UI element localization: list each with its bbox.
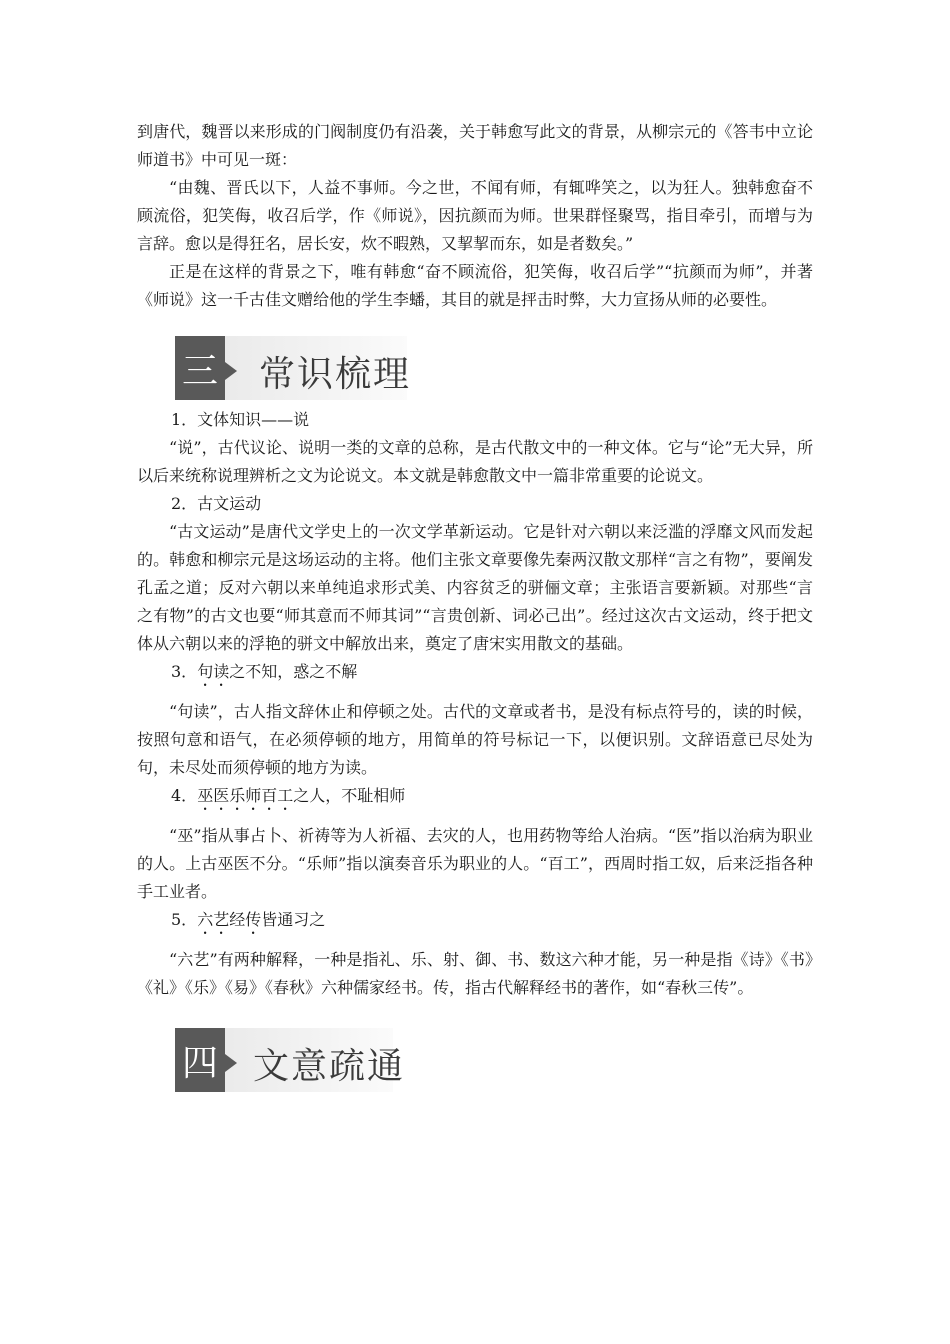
- heading-text: 经: [229, 910, 246, 929]
- section-header-3: [175, 336, 813, 400]
- arrow-notch-icon: [225, 362, 237, 380]
- section-number-box: 三: [175, 336, 225, 400]
- heading-number: 5．: [171, 910, 198, 929]
- heading-number: 4．: [171, 786, 198, 805]
- emphasized-term: 六艺: [197, 910, 230, 929]
- emphasized-term: 传: [245, 910, 262, 929]
- item-body-1: “说”，古代议论、说明一类的文章的总称，是古代散文中的一种文体。它与“论”无大异，所以后来统称说理辨析之文为论说文。本文就是韩愈散文中一篇非常重要的论说文。: [137, 438, 813, 485]
- background-paragraph: 正是在这样的背景之下，唯有韩愈“奋不顾流俗，犯笑侮，收召后学”“抗颜而为师”，并著《师说》这一千古佳文赠给他的学生李蟠，其目的就是抨击时弊，大力宣扬从师的必要性。: [137, 262, 813, 309]
- page-content: [137, 118, 813, 1098]
- intro-paragraph: 到唐代，魏晋以来形成的门阀制度仍有沿袭，关于韩愈写此文的背景，从柳宗元的《答韦中立论师道书》中可见一斑：: [137, 122, 813, 169]
- item-heading-4: [137, 782, 813, 814]
- heading-text: 之人，不耻相师: [293, 786, 406, 805]
- item-heading-2: 2．古文运动: [171, 494, 262, 513]
- item-body-3: “句读”，古人指文辞休止和停顿之处。古代的文章或者书，是没有标点符号的，读的时候，按照句意和语气，在必须停顿的地方，用简单的符号标记一下，以便识别。文辞语意已尽处为句，未尽处而须停顿的地方为读。: [137, 702, 813, 777]
- item-heading-5: [137, 906, 813, 938]
- item-body-2: “古文运动”是唐代文学史上的一次文学革新运动。它是针对六朝以来泛滥的浮靡文风而发起的。韩愈和柳宗元是这场运动的主将。他们主张文章要像先秦两汉散文那样“言之有物”，要阐发孔孟之道；反对六朝以来单纯追求形式美、内容贫乏的骈俪文章；主张语言要新颖。对那些“言之有物”的古文也要“师其意而不师其词”“言贵创新、词必己出”。经过这次古文运动，终于把文体从六朝以来的浮艳的骈文中解放出来，奠定了唐宋实用散文的基础。: [137, 522, 813, 653]
- quote-paragraph: “由魏、晋氏以下，人益不事师。今之世，不闻有师，有辄哗笑之，以为狂人。独韩愈奋不顾流俗，犯笑侮，收召后学，作《师说》，因抗颜而为师。世果群怪聚骂，指目牵引，而增与为言辞。愈以是得狂名，居长安，炊不暇熟，又挈挈而东，如是者数矣。”: [137, 178, 813, 253]
- section-number-box: 四: [175, 1028, 225, 1092]
- item-heading-3: [137, 658, 813, 690]
- section-title: 文意疏通: [253, 1046, 406, 1087]
- arrow-notch-icon: [225, 1054, 237, 1072]
- emphasized-term: 巫医乐师百工: [197, 786, 294, 805]
- item-body-4: “巫”指从事占卜、祈祷等为人祈福、去灾的人，也用药物等给人治病。“医”指以治病为职业的人。上古巫医不分。“乐师”指以演奏音乐为职业的人。“百工”，西周时指工奴，后来泛指各种手工业者。: [137, 826, 813, 901]
- heading-text: 之不知，惑之不解: [229, 662, 358, 681]
- heading-text: 皆通习之: [261, 910, 326, 929]
- section-title: 常识梳理: [259, 354, 412, 395]
- emphasized-term: 句读: [197, 662, 230, 681]
- item-body-5: “六艺”有两种解释，一种是指礼、乐、射、御、书、数这六种才能，另一种是指《诗》《书》《礼》《乐》《易》《春秋》六种儒家经书。传，指古代解释经书的著作，如“春秋三传”。: [137, 950, 813, 997]
- heading-number: 3．: [171, 662, 198, 681]
- section-header-4: [175, 1028, 813, 1092]
- item-heading-1: 1．文体知识——说: [171, 410, 310, 429]
